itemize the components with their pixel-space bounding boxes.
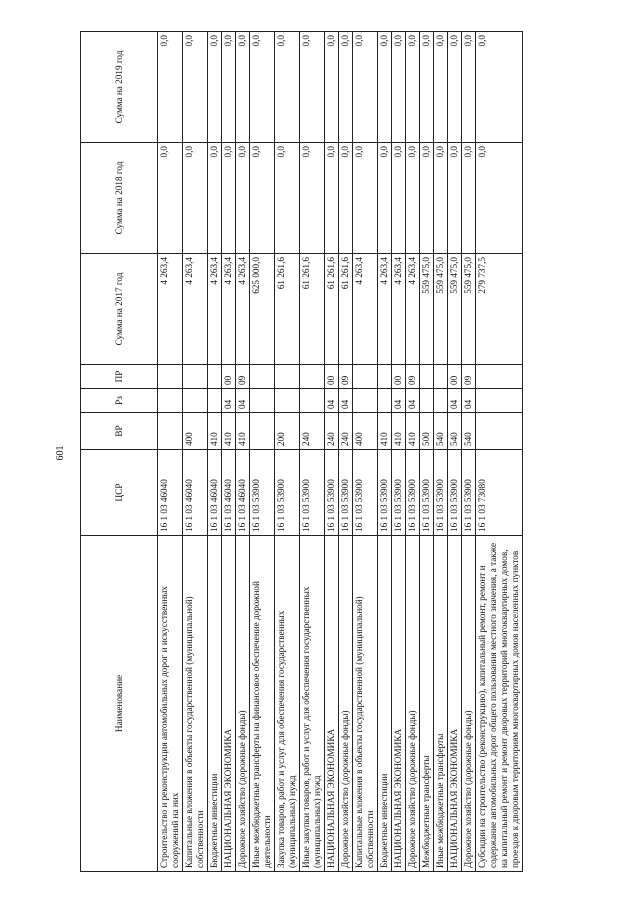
header-csr: ЦСР bbox=[81, 450, 158, 536]
cell-csr: 16 1 03 46040 bbox=[208, 450, 222, 536]
cell-2019: 0,0 bbox=[434, 32, 448, 143]
cell-2019: 0,0 bbox=[275, 32, 300, 143]
table-row bbox=[158, 32, 183, 872]
page-number: 601 bbox=[55, 445, 66, 461]
cell-2018: 0,0 bbox=[339, 143, 353, 254]
cell-pr bbox=[434, 365, 448, 389]
table-row bbox=[339, 32, 353, 872]
cell-pr: 00 bbox=[448, 365, 462, 389]
budget-table-container bbox=[80, 32, 640, 872]
cell-rz bbox=[434, 389, 448, 413]
cell-name: НАЦИОНАЛЬНАЯ ЭКОНОМИКА bbox=[448, 536, 462, 872]
cell-pr bbox=[183, 365, 208, 389]
cell-2018: 0,0 bbox=[250, 143, 275, 254]
cell-name: Дорожное хозяйство (дорожные фонды) bbox=[339, 536, 353, 872]
cell-2017: 4 263,4 bbox=[392, 254, 406, 365]
header-vr: ВР bbox=[81, 413, 158, 450]
cell-rz bbox=[353, 389, 378, 413]
cell-rz bbox=[300, 389, 325, 413]
cell-2017: 4 263,4 bbox=[353, 254, 378, 365]
cell-csr: 16 1 03 46040 bbox=[158, 450, 183, 536]
cell-2017: 61 261,6 bbox=[275, 254, 300, 365]
cell-2018: 0,0 bbox=[236, 143, 250, 254]
header-2018: Сумма на 2018 год bbox=[81, 143, 158, 254]
cell-name: НАЦИОНАЛЬНАЯ ЭКОНОМИКА bbox=[325, 536, 339, 872]
cell-name: Дорожное хозяйство (дорожные фонды) bbox=[462, 536, 476, 872]
cell-name: Бюджетные инвестиции bbox=[208, 536, 222, 872]
table-row bbox=[462, 32, 476, 872]
table-row bbox=[476, 32, 523, 872]
cell-pr: 00 bbox=[325, 365, 339, 389]
cell-pr bbox=[158, 365, 183, 389]
cell-name: Дорожное хозяйство (дорожные фонды) bbox=[406, 536, 420, 872]
cell-2019: 0,0 bbox=[222, 32, 236, 143]
table-row bbox=[448, 32, 462, 872]
cell-csr: 16 1 03 53900 bbox=[325, 450, 339, 536]
cell-rz bbox=[420, 389, 434, 413]
table-row bbox=[353, 32, 378, 872]
cell-csr: 16 1 03 53900 bbox=[406, 450, 420, 536]
header-pr: ПР bbox=[81, 365, 158, 389]
cell-rz: 04 bbox=[222, 389, 236, 413]
table-row bbox=[392, 32, 406, 872]
cell-2017: 559 475,0 bbox=[448, 254, 462, 365]
cell-name: Капитальные вложения в объекты государственной (муниципальной) собственности bbox=[183, 536, 208, 872]
cell-2018: 0,0 bbox=[392, 143, 406, 254]
cell-2018: 0,0 bbox=[222, 143, 236, 254]
cell-csr: 16 1 03 53900 bbox=[339, 450, 353, 536]
cell-2017: 4 263,4 bbox=[208, 254, 222, 365]
cell-vr: 240 bbox=[300, 413, 325, 450]
cell-2018: 0,0 bbox=[448, 143, 462, 254]
cell-pr bbox=[300, 365, 325, 389]
cell-2017: 4 263,4 bbox=[236, 254, 250, 365]
cell-csr: 16 1 03 46040 bbox=[236, 450, 250, 536]
cell-pr bbox=[208, 365, 222, 389]
header-2017: Сумма на 2017 год bbox=[81, 254, 158, 365]
cell-rz: 04 bbox=[462, 389, 476, 413]
cell-vr bbox=[250, 413, 275, 450]
header-name: Наименование bbox=[81, 536, 158, 872]
cell-2017: 559 475,0 bbox=[462, 254, 476, 365]
cell-vr: 410 bbox=[222, 413, 236, 450]
cell-pr bbox=[275, 365, 300, 389]
cell-2017: 559 475,0 bbox=[434, 254, 448, 365]
cell-2017: 61 261,6 bbox=[325, 254, 339, 365]
cell-rz bbox=[208, 389, 222, 413]
cell-pr bbox=[476, 365, 523, 389]
cell-2018: 0,0 bbox=[325, 143, 339, 254]
cell-2017: 4 263,4 bbox=[406, 254, 420, 365]
cell-vr: 400 bbox=[353, 413, 378, 450]
cell-2019: 0,0 bbox=[476, 32, 523, 143]
cell-csr: 16 1 03 53900 bbox=[392, 450, 406, 536]
cell-2018: 0,0 bbox=[183, 143, 208, 254]
cell-2017: 61 261,6 bbox=[339, 254, 353, 365]
cell-vr bbox=[476, 413, 523, 450]
cell-csr: 16 1 03 46040 bbox=[183, 450, 208, 536]
cell-2017: 559 475,0 bbox=[420, 254, 434, 365]
cell-pr: 09 bbox=[462, 365, 476, 389]
cell-2018: 0,0 bbox=[434, 143, 448, 254]
cell-name: Дорожное хозяйство (дорожные фонды) bbox=[236, 536, 250, 872]
cell-2018: 0,0 bbox=[300, 143, 325, 254]
cell-name: Межбюджетные трансферты bbox=[420, 536, 434, 872]
cell-2019: 0,0 bbox=[406, 32, 420, 143]
cell-name: Иные межбюджетные трансферты bbox=[434, 536, 448, 872]
header-2019: Сумма на 2019 год bbox=[81, 32, 158, 143]
cell-vr: 410 bbox=[378, 413, 392, 450]
cell-rz: 04 bbox=[325, 389, 339, 413]
cell-rz bbox=[250, 389, 275, 413]
cell-2019: 0,0 bbox=[353, 32, 378, 143]
cell-vr: 200 bbox=[275, 413, 300, 450]
cell-vr: 540 bbox=[448, 413, 462, 450]
cell-2019: 0,0 bbox=[392, 32, 406, 143]
table-row bbox=[208, 32, 222, 872]
cell-name: Закупка товаров, работ и услуг для обеспечения государственных (муниципальных) нужд bbox=[275, 536, 300, 872]
cell-csr: 16 1 03 53900 bbox=[275, 450, 300, 536]
cell-rz bbox=[275, 389, 300, 413]
cell-2019: 0,0 bbox=[236, 32, 250, 143]
cell-csr: 16 1 03 53900 bbox=[250, 450, 275, 536]
cell-pr bbox=[353, 365, 378, 389]
cell-csr: 16 1 03 73080 bbox=[476, 450, 523, 536]
cell-rz bbox=[183, 389, 208, 413]
cell-2017: 279 737,5 bbox=[476, 254, 523, 365]
cell-2019: 0,0 bbox=[300, 32, 325, 143]
cell-rz: 04 bbox=[448, 389, 462, 413]
cell-name: Иные межбюджетные трансферты на финансовое обеспечение дорожной деятельности bbox=[250, 536, 275, 872]
cell-2017: 625 000,0 bbox=[250, 254, 275, 365]
cell-rz: 04 bbox=[236, 389, 250, 413]
cell-name: Бюджетные инвестиции bbox=[378, 536, 392, 872]
cell-pr: 09 bbox=[406, 365, 420, 389]
cell-csr: 16 1 03 53900 bbox=[448, 450, 462, 536]
cell-2019: 0,0 bbox=[158, 32, 183, 143]
cell-2017: 4 263,4 bbox=[183, 254, 208, 365]
cell-2018: 0,0 bbox=[275, 143, 300, 254]
cell-name: Иные закупки товаров, работ и услуг для обеспечения государственных (муниципальных) нужд bbox=[300, 536, 325, 872]
cell-2017: 4 263,4 bbox=[158, 254, 183, 365]
cell-2018: 0,0 bbox=[208, 143, 222, 254]
cell-csr: 16 1 03 53900 bbox=[434, 450, 448, 536]
cell-2019: 0,0 bbox=[448, 32, 462, 143]
cell-2019: 0,0 bbox=[250, 32, 275, 143]
cell-2018: 0,0 bbox=[353, 143, 378, 254]
cell-vr: 240 bbox=[325, 413, 339, 450]
cell-pr bbox=[250, 365, 275, 389]
cell-vr: 540 bbox=[434, 413, 448, 450]
table-row bbox=[222, 32, 236, 872]
cell-2018: 0,0 bbox=[406, 143, 420, 254]
cell-name: НАЦИОНАЛЬНАЯ ЭКОНОМИКА bbox=[392, 536, 406, 872]
table-row bbox=[406, 32, 420, 872]
cell-pr: 00 bbox=[222, 365, 236, 389]
cell-rz: 04 bbox=[392, 389, 406, 413]
cell-rz bbox=[378, 389, 392, 413]
cell-vr bbox=[158, 413, 183, 450]
cell-2019: 0,0 bbox=[378, 32, 392, 143]
cell-rz bbox=[158, 389, 183, 413]
cell-2018: 0,0 bbox=[158, 143, 183, 254]
cell-2019: 0,0 bbox=[208, 32, 222, 143]
cell-2019: 0,0 bbox=[339, 32, 353, 143]
cell-rz bbox=[476, 389, 523, 413]
table-row bbox=[250, 32, 275, 872]
cell-2019: 0,0 bbox=[462, 32, 476, 143]
cell-vr: 410 bbox=[236, 413, 250, 450]
cell-name: Строительство и реконструкция автомобильных дорог и искусственных сооружений на них bbox=[158, 536, 183, 872]
table-row bbox=[420, 32, 434, 872]
cell-vr: 400 bbox=[183, 413, 208, 450]
table-row bbox=[183, 32, 208, 872]
cell-2018: 0,0 bbox=[378, 143, 392, 254]
cell-csr: 16 1 03 53900 bbox=[462, 450, 476, 536]
cell-csr: 16 1 03 53900 bbox=[420, 450, 434, 536]
table-row bbox=[275, 32, 300, 872]
cell-name: НАЦИОНАЛЬНАЯ ЭКОНОМИКА bbox=[222, 536, 236, 872]
cell-name: Капитальные вложения в объекты государственной (муниципальной) собственности bbox=[353, 536, 378, 872]
cell-vr: 500 bbox=[420, 413, 434, 450]
cell-csr: 16 1 03 53900 bbox=[300, 450, 325, 536]
cell-2018: 0,0 bbox=[420, 143, 434, 254]
cell-vr: 410 bbox=[392, 413, 406, 450]
cell-pr bbox=[420, 365, 434, 389]
cell-name: Субсидии на строительство (реконструкцию), капитальный ремонт, ремонт и содержание автомобильных дорог общего пользования местного значения, а также на капитальный ремонт и ремонт дворовых территорий многоквартирных домов, проездов к дворовым территориям многоквартирных домов населенных пунктов bbox=[476, 536, 523, 872]
cell-pr: 00 bbox=[392, 365, 406, 389]
cell-pr: 09 bbox=[339, 365, 353, 389]
table-row bbox=[434, 32, 448, 872]
cell-rz: 04 bbox=[406, 389, 420, 413]
cell-vr: 540 bbox=[462, 413, 476, 450]
table-row bbox=[236, 32, 250, 872]
cell-2019: 0,0 bbox=[183, 32, 208, 143]
cell-rz: 04 bbox=[339, 389, 353, 413]
cell-2017: 4 263,4 bbox=[378, 254, 392, 365]
cell-2017: 61 261,6 bbox=[300, 254, 325, 365]
cell-csr: 16 1 03 46040 bbox=[222, 450, 236, 536]
table-row bbox=[325, 32, 339, 872]
cell-2018: 0,0 bbox=[476, 143, 523, 254]
budget-table bbox=[80, 31, 523, 872]
cell-2018: 0,0 bbox=[462, 143, 476, 254]
table-row bbox=[300, 32, 325, 872]
cell-vr: 410 bbox=[208, 413, 222, 450]
cell-pr bbox=[378, 365, 392, 389]
table-row bbox=[378, 32, 392, 872]
cell-vr: 410 bbox=[406, 413, 420, 450]
table-header-row bbox=[81, 32, 158, 872]
cell-csr: 16 1 03 53900 bbox=[378, 450, 392, 536]
cell-pr: 09 bbox=[236, 365, 250, 389]
cell-vr: 240 bbox=[339, 413, 353, 450]
cell-2019: 0,0 bbox=[420, 32, 434, 143]
cell-2017: 4 263,4 bbox=[222, 254, 236, 365]
header-rz: Рз bbox=[81, 389, 158, 413]
cell-2019: 0,0 bbox=[325, 32, 339, 143]
table-body bbox=[158, 32, 523, 872]
cell-csr: 16 1 03 53900 bbox=[353, 450, 378, 536]
